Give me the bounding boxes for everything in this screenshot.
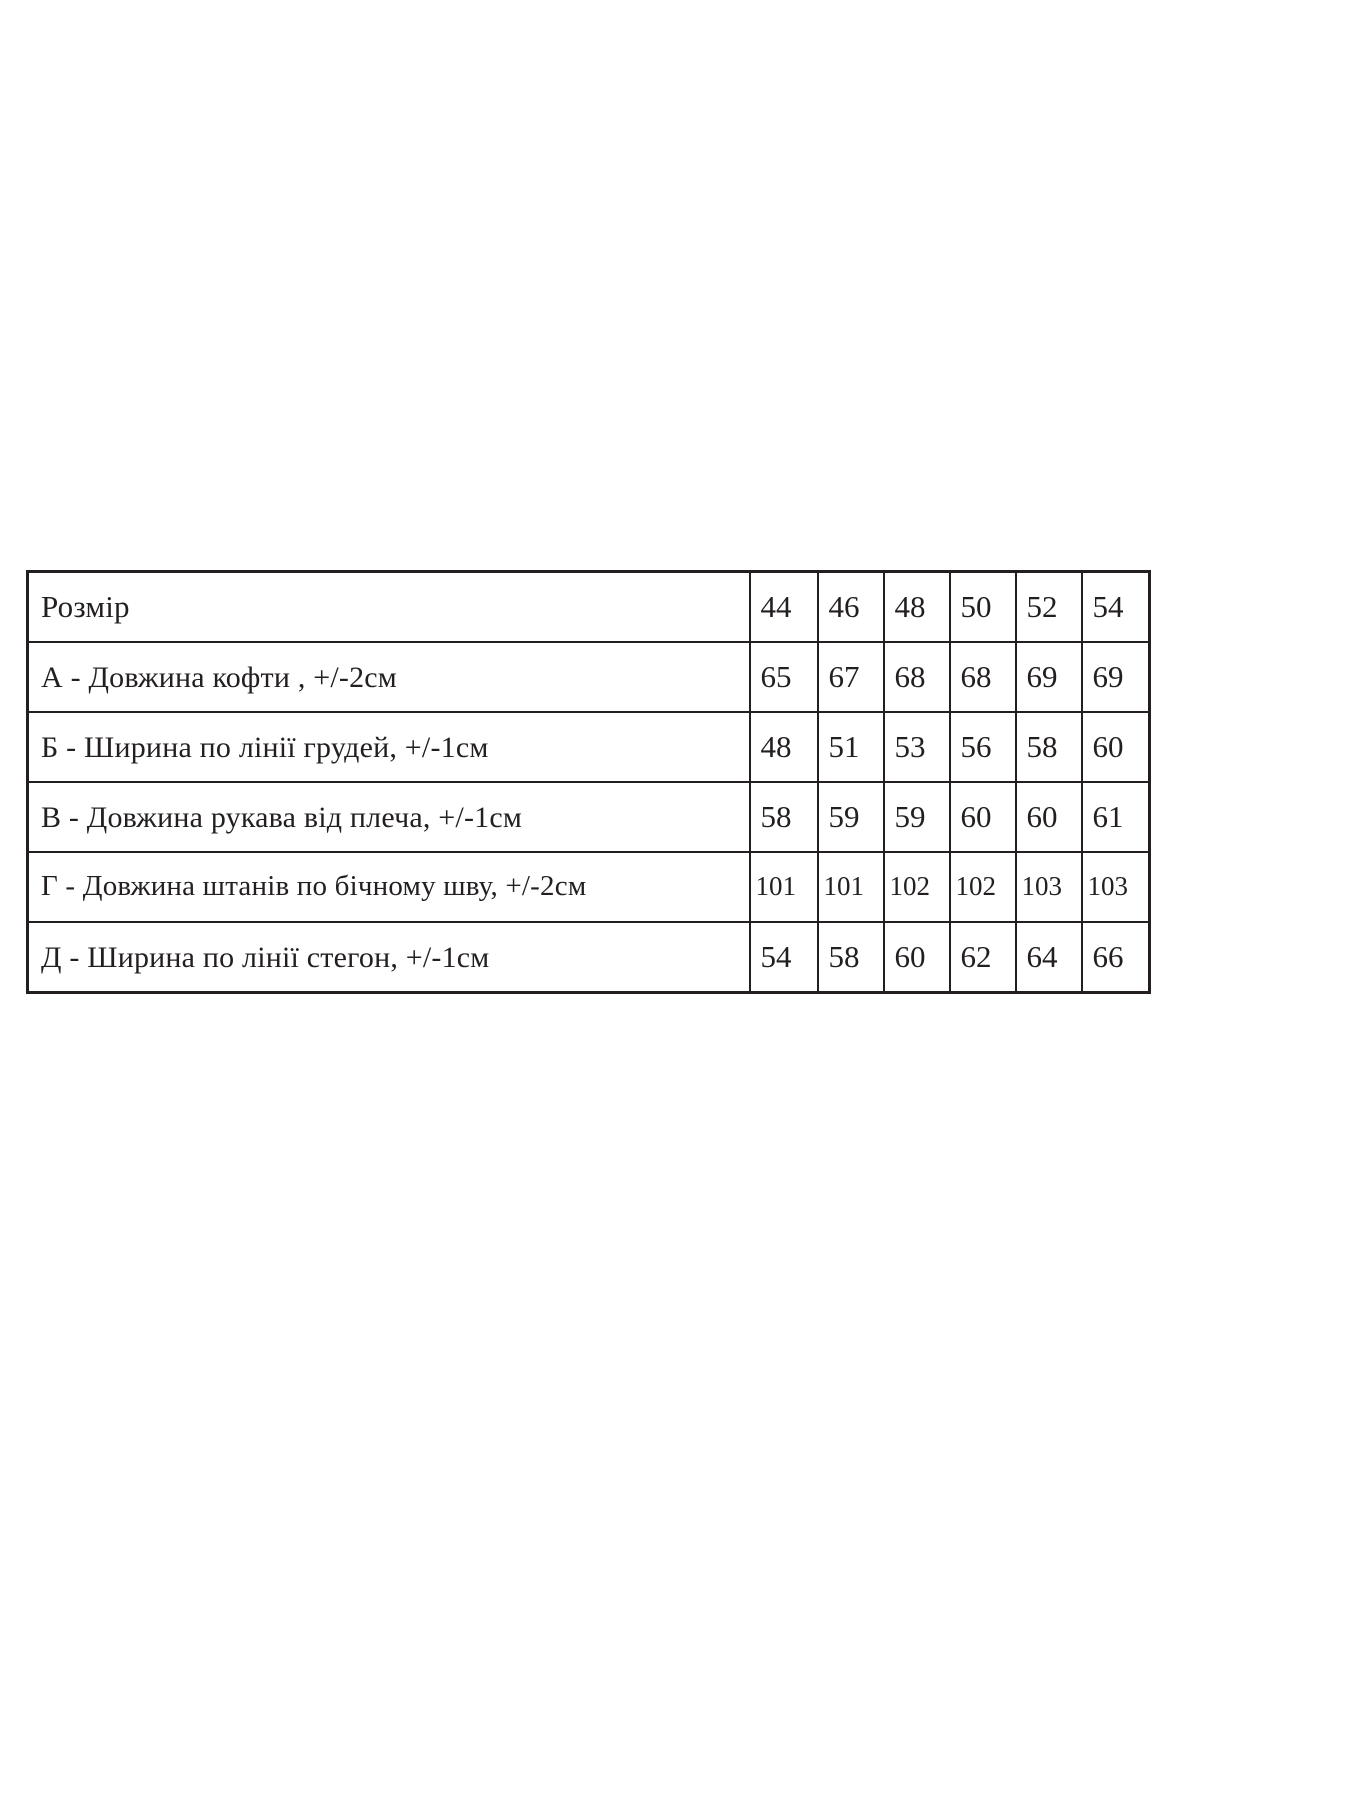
size-chart-table — [26, 570, 1151, 994]
size-column-header: 50 — [950, 572, 1016, 643]
measurement-value: 101 — [818, 852, 884, 922]
row-label: Г - Довжина штанів по бічному шву, +/-2см — [28, 852, 750, 922]
measurement-value: 51 — [818, 712, 884, 782]
measurement-value: 69 — [1082, 642, 1150, 712]
measurement-value: 102 — [950, 852, 1016, 922]
measurement-value: 60 — [884, 922, 950, 993]
measurement-value: 101 — [750, 852, 818, 922]
measurement-value: 59 — [818, 782, 884, 852]
row-label: А - Довжина кофти , +/-2см — [28, 642, 750, 712]
measurement-value: 69 — [1016, 642, 1082, 712]
table-row — [28, 712, 1150, 782]
measurement-value: 102 — [884, 852, 950, 922]
measurement-value: 61 — [1082, 782, 1150, 852]
row-label: В - Довжина рукава від плеча, +/-1см — [28, 782, 750, 852]
measurement-value: 67 — [818, 642, 884, 712]
measurement-value: 56 — [950, 712, 1016, 782]
size-column-header: 48 — [884, 572, 950, 643]
row-label: Д - Ширина по лінії стегон, +/-1см — [28, 922, 750, 993]
measurement-value: 65 — [750, 642, 818, 712]
measurement-value: 54 — [750, 922, 818, 993]
measurement-value: 58 — [750, 782, 818, 852]
table-row — [28, 782, 1150, 852]
measurement-value: 59 — [884, 782, 950, 852]
size-column-header: 46 — [818, 572, 884, 643]
table-row-header — [28, 572, 1150, 643]
measurement-value: 60 — [1082, 712, 1150, 782]
measurement-value: 68 — [884, 642, 950, 712]
measurement-value: 103 — [1016, 852, 1082, 922]
size-column-header: 44 — [750, 572, 818, 643]
measurement-value: 60 — [1016, 782, 1082, 852]
measurement-value: 48 — [750, 712, 818, 782]
measurement-value: 60 — [950, 782, 1016, 852]
measurement-value: 64 — [1016, 922, 1082, 993]
table-row — [28, 642, 1150, 712]
measurement-value: 103 — [1082, 852, 1150, 922]
measurement-value: 53 — [884, 712, 950, 782]
measurement-value: 58 — [818, 922, 884, 993]
size-chart-container — [26, 570, 1148, 994]
row-label: Розмір — [28, 572, 750, 643]
measurement-value: 66 — [1082, 922, 1150, 993]
row-label: Б - Ширина по лінії грудей, +/-1см — [28, 712, 750, 782]
measurement-value: 58 — [1016, 712, 1082, 782]
size-column-header: 54 — [1082, 572, 1150, 643]
measurement-value: 62 — [950, 922, 1016, 993]
measurement-value: 68 — [950, 642, 1016, 712]
table-row — [28, 922, 1150, 993]
table-row — [28, 852, 1150, 922]
size-column-header: 52 — [1016, 572, 1082, 643]
